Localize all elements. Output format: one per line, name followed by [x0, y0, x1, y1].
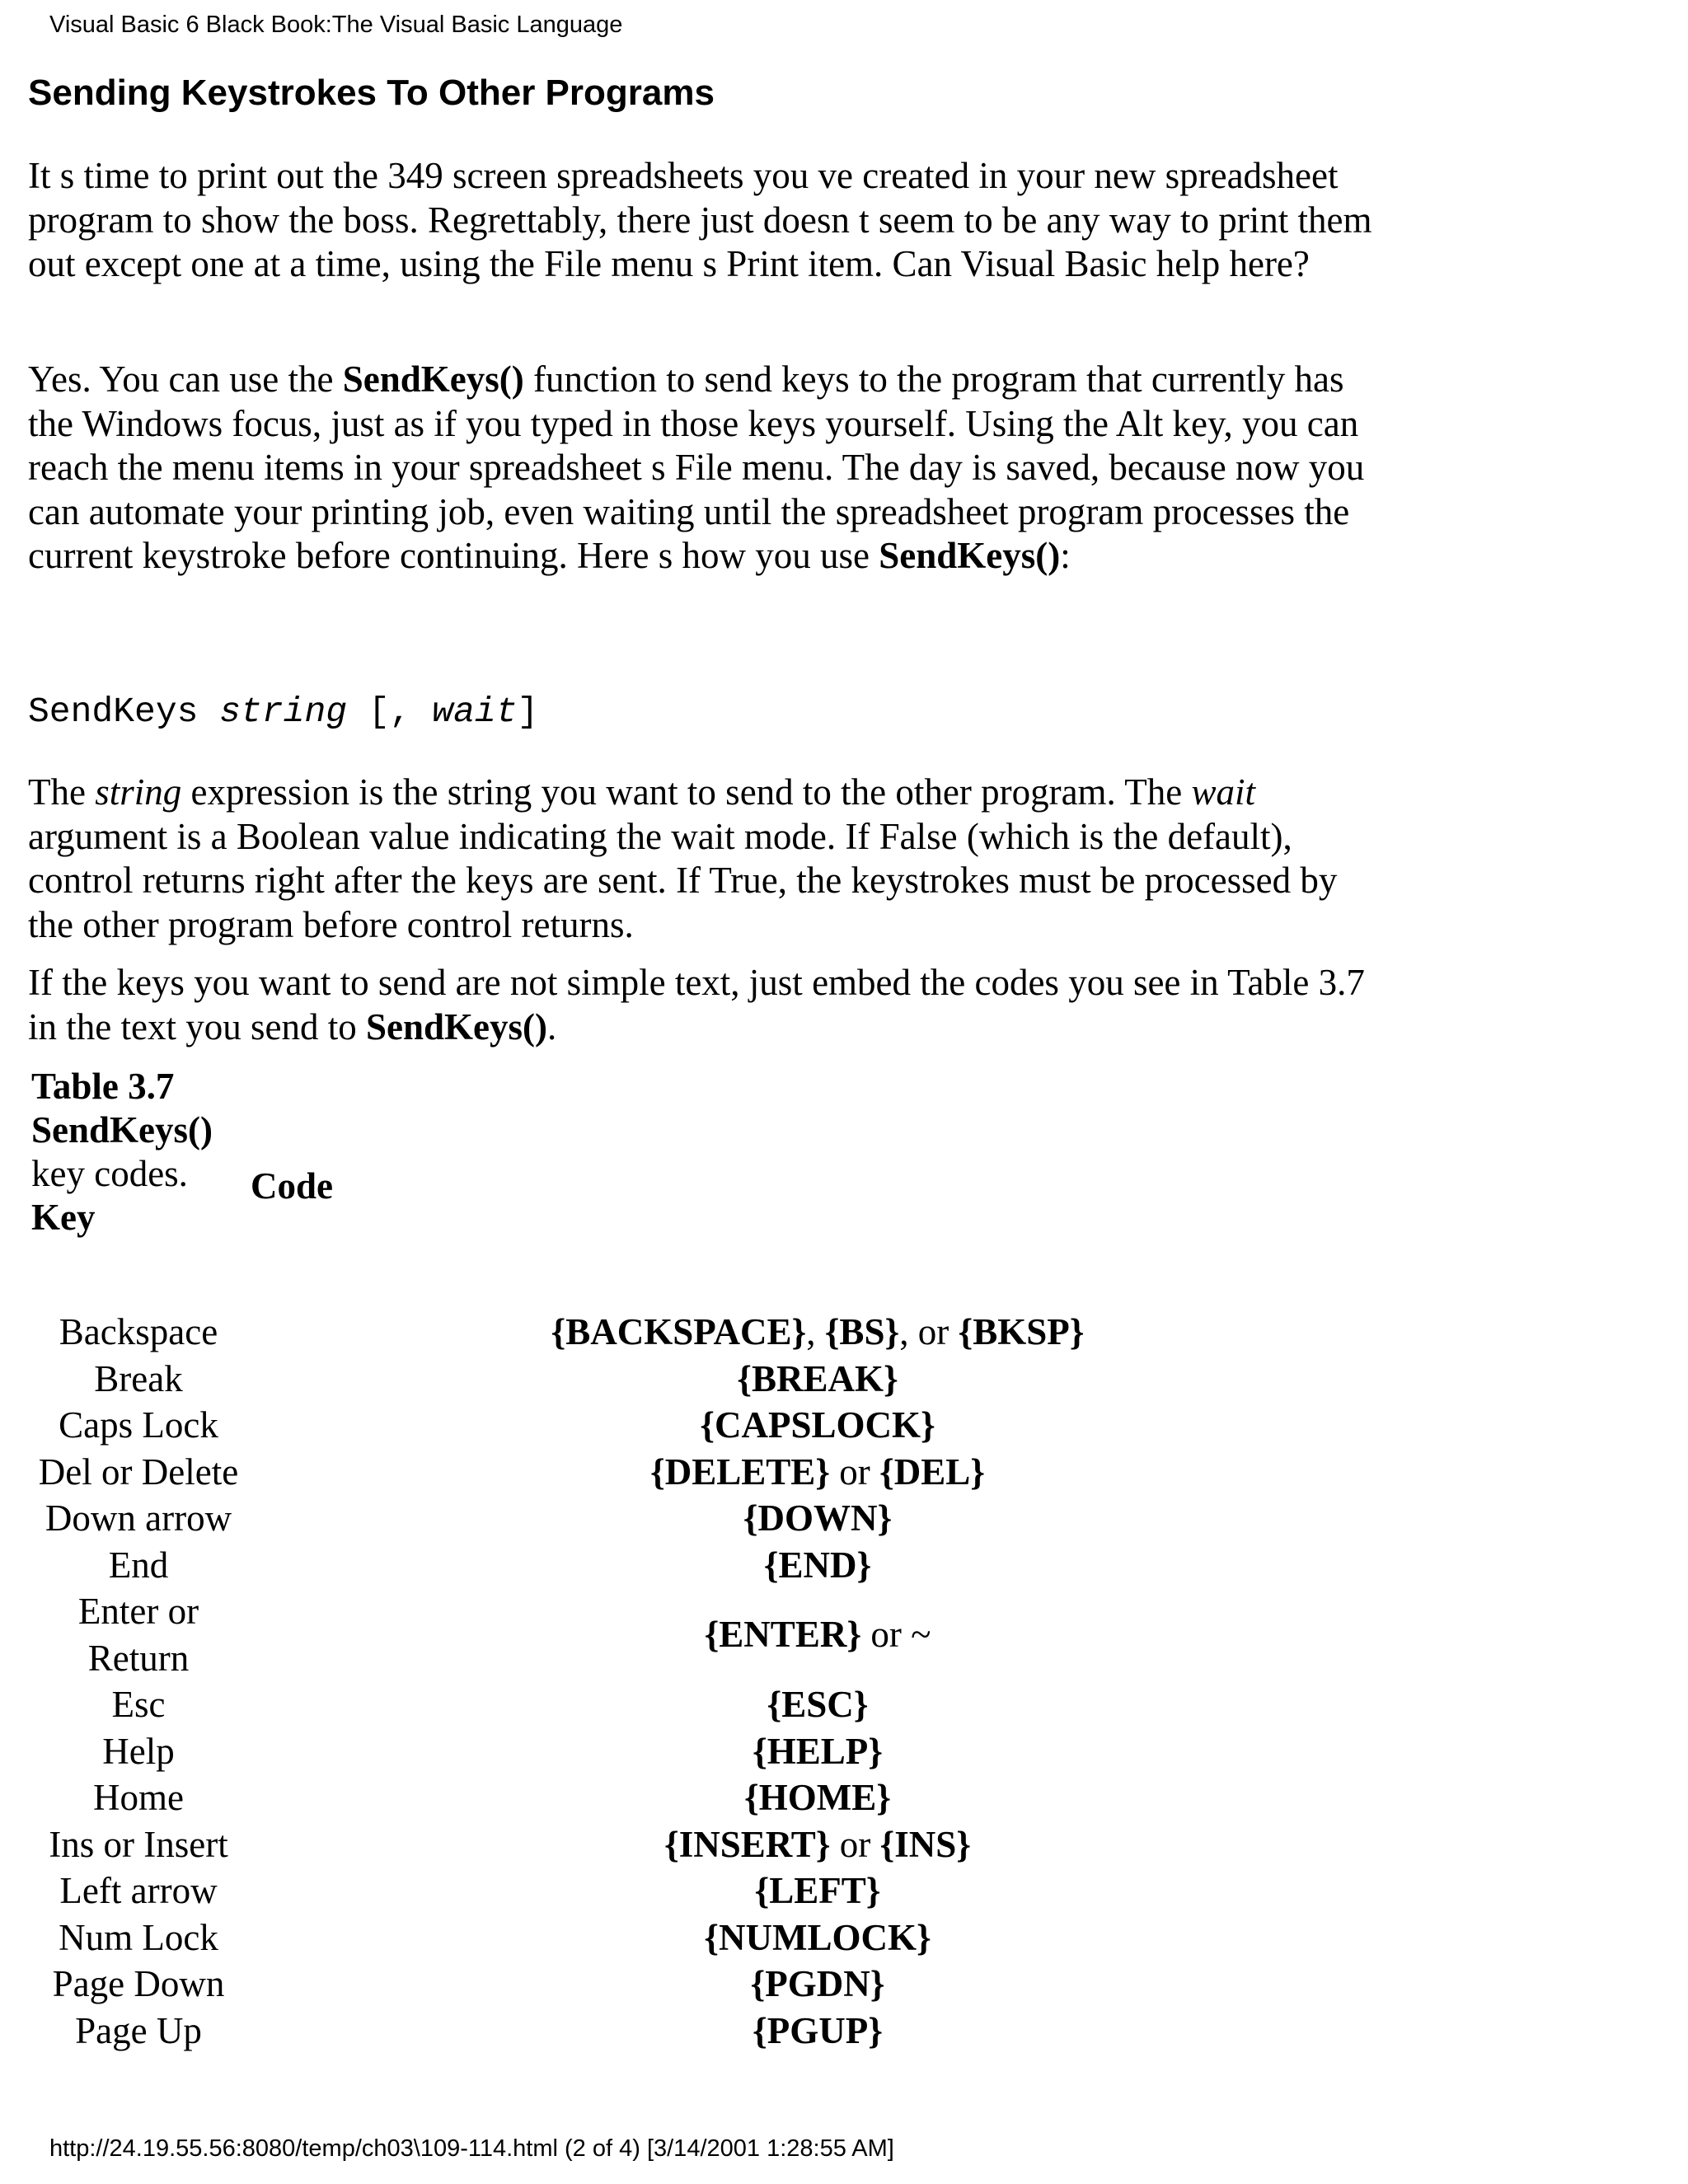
syntax-argument: string: [219, 691, 348, 732]
key-code-cell: [249, 2008, 1386, 2055]
table-row: [28, 1774, 1386, 1821]
key-code-cell: [249, 1961, 1386, 2008]
table-caption-label: Table 3.7: [31, 1066, 175, 1107]
key-code: {INS}: [879, 1823, 971, 1865]
table-row: [28, 1356, 1386, 1403]
key-name-cell: Caps Lock: [59, 1404, 218, 1446]
argument-name: wait: [1191, 771, 1255, 813]
syntax-keyword: SendKeys: [28, 691, 220, 732]
key-code-cell: [249, 1542, 1386, 1589]
key-name-cell: Num Lock: [59, 1916, 218, 1958]
key-name-cell: Left arrow: [59, 1870, 218, 1911]
key-code: {NUMLOCK}: [704, 1916, 931, 1958]
key-code-cell: [249, 1309, 1386, 1356]
running-header: Visual Basic 6 Black Book:The Visual Basic Language: [49, 12, 623, 38]
key-code: {DEL}: [879, 1451, 986, 1493]
codes-paragraph: [28, 961, 1380, 1049]
key-code-cell: [249, 1402, 1386, 1449]
table-row: [28, 1868, 1386, 1915]
key-code: {CAPSLOCK}: [700, 1404, 935, 1446]
key-code-cell: [249, 1915, 1386, 1961]
key-code: {BREAK}: [737, 1357, 898, 1399]
key-code: {DELETE}: [649, 1451, 831, 1493]
key-name-cell: Del or Delete: [38, 1451, 239, 1493]
paragraph-text: :: [1060, 535, 1071, 576]
paragraph-text: function to send keys to the program that currently has the Windows focus, just as if you typed in those keys yourself. Using the Alt key, you can reach the menu items in your spreadsheet s File menu. The day is saved, because now you can automate your printing job, even waiting until the spreadsheet program processes the current keystroke before continuing. Here s how you use: [28, 359, 1365, 576]
key-code: {PGUP}: [753, 2009, 883, 2051]
key-code-cell: [249, 1868, 1386, 1915]
table-row: [28, 1915, 1386, 1961]
key-name-cell: Ins or Insert: [49, 1823, 228, 1865]
key-code-cell: [249, 1821, 1386, 1868]
code-separator: or: [830, 1451, 880, 1493]
key-code: {BKSP}: [958, 1311, 1085, 1352]
argument-name: string: [95, 771, 182, 813]
function-name: SendKeys(): [342, 359, 524, 400]
key-name-cell: Enter or Return: [77, 1591, 199, 1679]
key-name-cell: Down arrow: [45, 1497, 232, 1539]
key-code-cell: [249, 1495, 1386, 1542]
page-footer-url: http://24.19.55.56:8080/temp/ch03\109-114.html (2 of 4) [3/14/2001 1:28:55 AM]: [49, 2135, 894, 2162]
intro-paragraph: It s time to print out the 349 screen spreadsheets you ve created in your new spreadsheet program to show the boss. Regrettably, there just doesn t seem to be any way to print them out except one at a time, using the File menu s Print item. Can Visual Basic help here?: [28, 155, 1372, 284]
key-code-cell: [249, 1356, 1386, 1403]
key-codes-table-body: [28, 1309, 1386, 2054]
table-row: [28, 2008, 1386, 2055]
code-separator: or: [830, 1823, 880, 1865]
syntax-separator: [,: [347, 691, 433, 732]
table-row: [28, 1495, 1386, 1542]
paragraph-text: .: [546, 1005, 557, 1047]
key-code: {ENTER}: [704, 1614, 862, 1656]
code-column-header: Code: [251, 1165, 333, 1207]
syntax-argument: wait: [432, 691, 518, 732]
code-separator: , or: [899, 1311, 959, 1352]
table-caption-function: SendKeys(): [31, 1109, 213, 1151]
key-code: {ESC}: [767, 1684, 869, 1725]
key-code: {END}: [763, 1544, 872, 1586]
key-code: {PGDN}: [750, 1963, 885, 2004]
key-code: {INSERT}: [664, 1823, 831, 1865]
key-name-cell: Backspace: [59, 1311, 218, 1352]
table-row: [28, 1728, 1386, 1775]
key-name-cell: End: [108, 1544, 169, 1586]
key-code: {HELP}: [753, 1730, 883, 1772]
key-code-cell: [249, 1728, 1386, 1775]
sendkeys-description-paragraph: [28, 358, 1380, 579]
key-code-cell: [249, 1681, 1386, 1728]
key-name-cell: Esc: [111, 1684, 166, 1725]
key-name-cell: Break: [94, 1357, 183, 1399]
code-separator: or ~: [861, 1614, 931, 1656]
key-code-cell: [249, 1449, 1386, 1496]
arguments-paragraph: [28, 771, 1380, 947]
key-name-cell: Page Up: [75, 2009, 202, 2051]
key-codes-table: [28, 1309, 1386, 2054]
key-name-cell: Help: [102, 1730, 175, 1772]
code-separator: ,: [806, 1311, 825, 1352]
key-code: {DOWN}: [743, 1497, 893, 1539]
key-code-cell: [249, 1774, 1386, 1821]
table-row: [28, 1542, 1386, 1589]
table-caption: [31, 1065, 237, 1240]
key-name-cell: Home: [93, 1777, 184, 1818]
table-row: [28, 1821, 1386, 1868]
paragraph-text: Yes. You can use the: [28, 359, 343, 400]
syntax-close: ]: [517, 691, 539, 732]
table-row: [28, 1681, 1386, 1728]
paragraph-text: argument is a Boolean value indicating the wait mode. If False (which is the default), control returns right after the keys are sent. If True, the keystrokes must be processed by the other program before control returns.: [28, 815, 1338, 945]
table-row: [28, 1588, 1386, 1681]
function-name: SendKeys(): [365, 1005, 547, 1047]
function-name: SendKeys(): [879, 535, 1061, 576]
key-code-cell: [249, 1588, 1386, 1681]
table-row: [28, 1309, 1386, 1356]
page-title: Sending Keystrokes To Other Programs: [28, 73, 715, 113]
paragraph-text: The: [28, 771, 96, 813]
paragraph-text: expression is the string you want to send to the other program. The: [181, 771, 1192, 813]
paragraph-text: If the keys you want to send are not simple text, just embed the codes you see in Table 3.7 in the text you send to: [28, 962, 1365, 1047]
key-code: {BACKSPACE}: [551, 1311, 807, 1352]
table-caption-text: key codes.: [31, 1153, 188, 1194]
key-code: {LEFT}: [754, 1870, 881, 1911]
key-column-header: Key: [31, 1197, 96, 1238]
key-code: {BS}: [824, 1311, 900, 1352]
key-code: {HOME}: [744, 1777, 891, 1818]
table-row: [28, 1402, 1386, 1449]
key-name-cell: Page Down: [52, 1963, 225, 2004]
table-row: [28, 1961, 1386, 2008]
table-row: [28, 1449, 1386, 1496]
syntax-line: [28, 689, 538, 735]
